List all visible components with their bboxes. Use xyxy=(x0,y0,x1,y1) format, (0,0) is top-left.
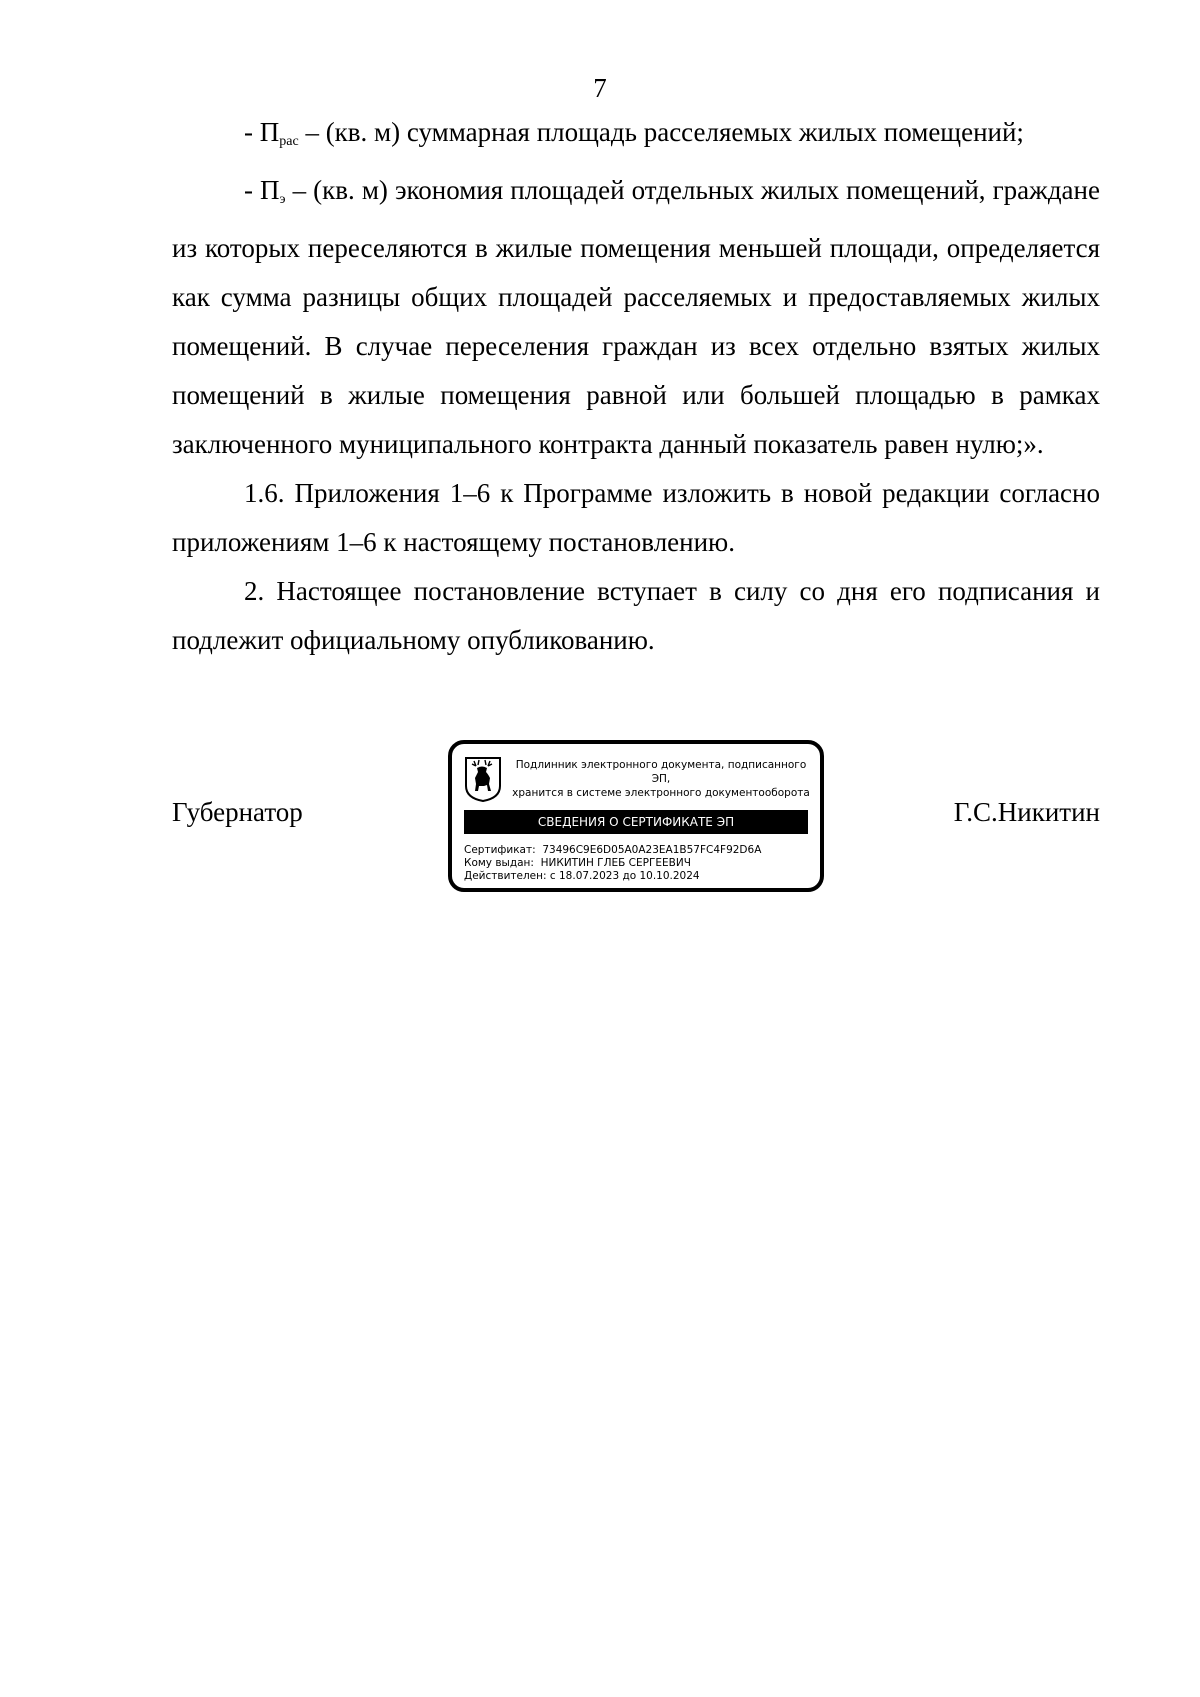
definition-text: – (кв. м) суммарная площадь расселяемых жилых помещений; xyxy=(298,117,1024,147)
stamp-header-line: Подлинник электронного документа, подписанного ЭП, xyxy=(515,759,807,785)
stamp-header xyxy=(508,758,814,800)
stamp-header-line: хранится в системе электронного документооборота xyxy=(512,787,810,799)
signature-block xyxy=(172,740,1100,900)
certificate-validity-row xyxy=(464,870,808,883)
certificate-details xyxy=(464,844,808,883)
validity-value: с 18.07.2023 до 10.10.2024 xyxy=(549,870,700,882)
signatory-name: Г.С.Никитин xyxy=(953,797,1100,827)
clause-1-6: 1.6. Приложения 1–6 к Программе изложить в новой редакции согласно приложениям 1–6 к настоящему постановлению. xyxy=(172,478,1100,557)
document-body xyxy=(172,108,1100,665)
certificate-serial-row xyxy=(464,844,808,857)
clause-2: 2. Настоящее постановление вступает в силу со дня его подписания и подлежит официальному опубликованию. xyxy=(172,576,1100,655)
page-number: 7 xyxy=(593,73,607,103)
owner-value: НИКИТИН ГЛЕБ СЕРГЕЕВИЧ xyxy=(540,857,691,869)
certificate-label: Сертификат: xyxy=(464,844,536,856)
validity-label: Действителен: xyxy=(464,870,547,882)
definition-subscript: рас xyxy=(279,134,299,149)
nizhny-novgorod-deer-emblem-icon xyxy=(464,756,502,802)
definition-symbol: - П xyxy=(244,175,280,205)
certificate-owner-row xyxy=(464,857,808,870)
definition-subscript: э xyxy=(279,192,286,207)
electronic-signature-stamp xyxy=(448,740,824,892)
definition-p-ras xyxy=(172,108,1100,166)
definition-symbol: - П xyxy=(244,117,280,147)
owner-label: Кому выдан: xyxy=(464,857,534,869)
definition-text: – (кв. м) экономия площадей отдельных жилых помещений, граждане из которых переселяются в жилые помещения меньшей площади, определяется как сумма разницы общих площадей расселяемых и предоставляемых жилых помещений. В случае переселения граждан из всех отдельно взятых жилых помещений в жилые помещения равной или большей площадью в рамках заключенного муниципального контракта данный показатель равен нулю;». xyxy=(172,175,1100,459)
certificate-value: 73496C9E6D05A0A23EA1B57FC4F92D6A xyxy=(542,844,762,856)
signatory-title: Губернатор xyxy=(172,797,303,827)
definition-p-e xyxy=(172,166,1100,469)
certificate-info-bar: СВЕДЕНИЯ О СЕРТИФИКАТЕ ЭП xyxy=(464,810,808,834)
